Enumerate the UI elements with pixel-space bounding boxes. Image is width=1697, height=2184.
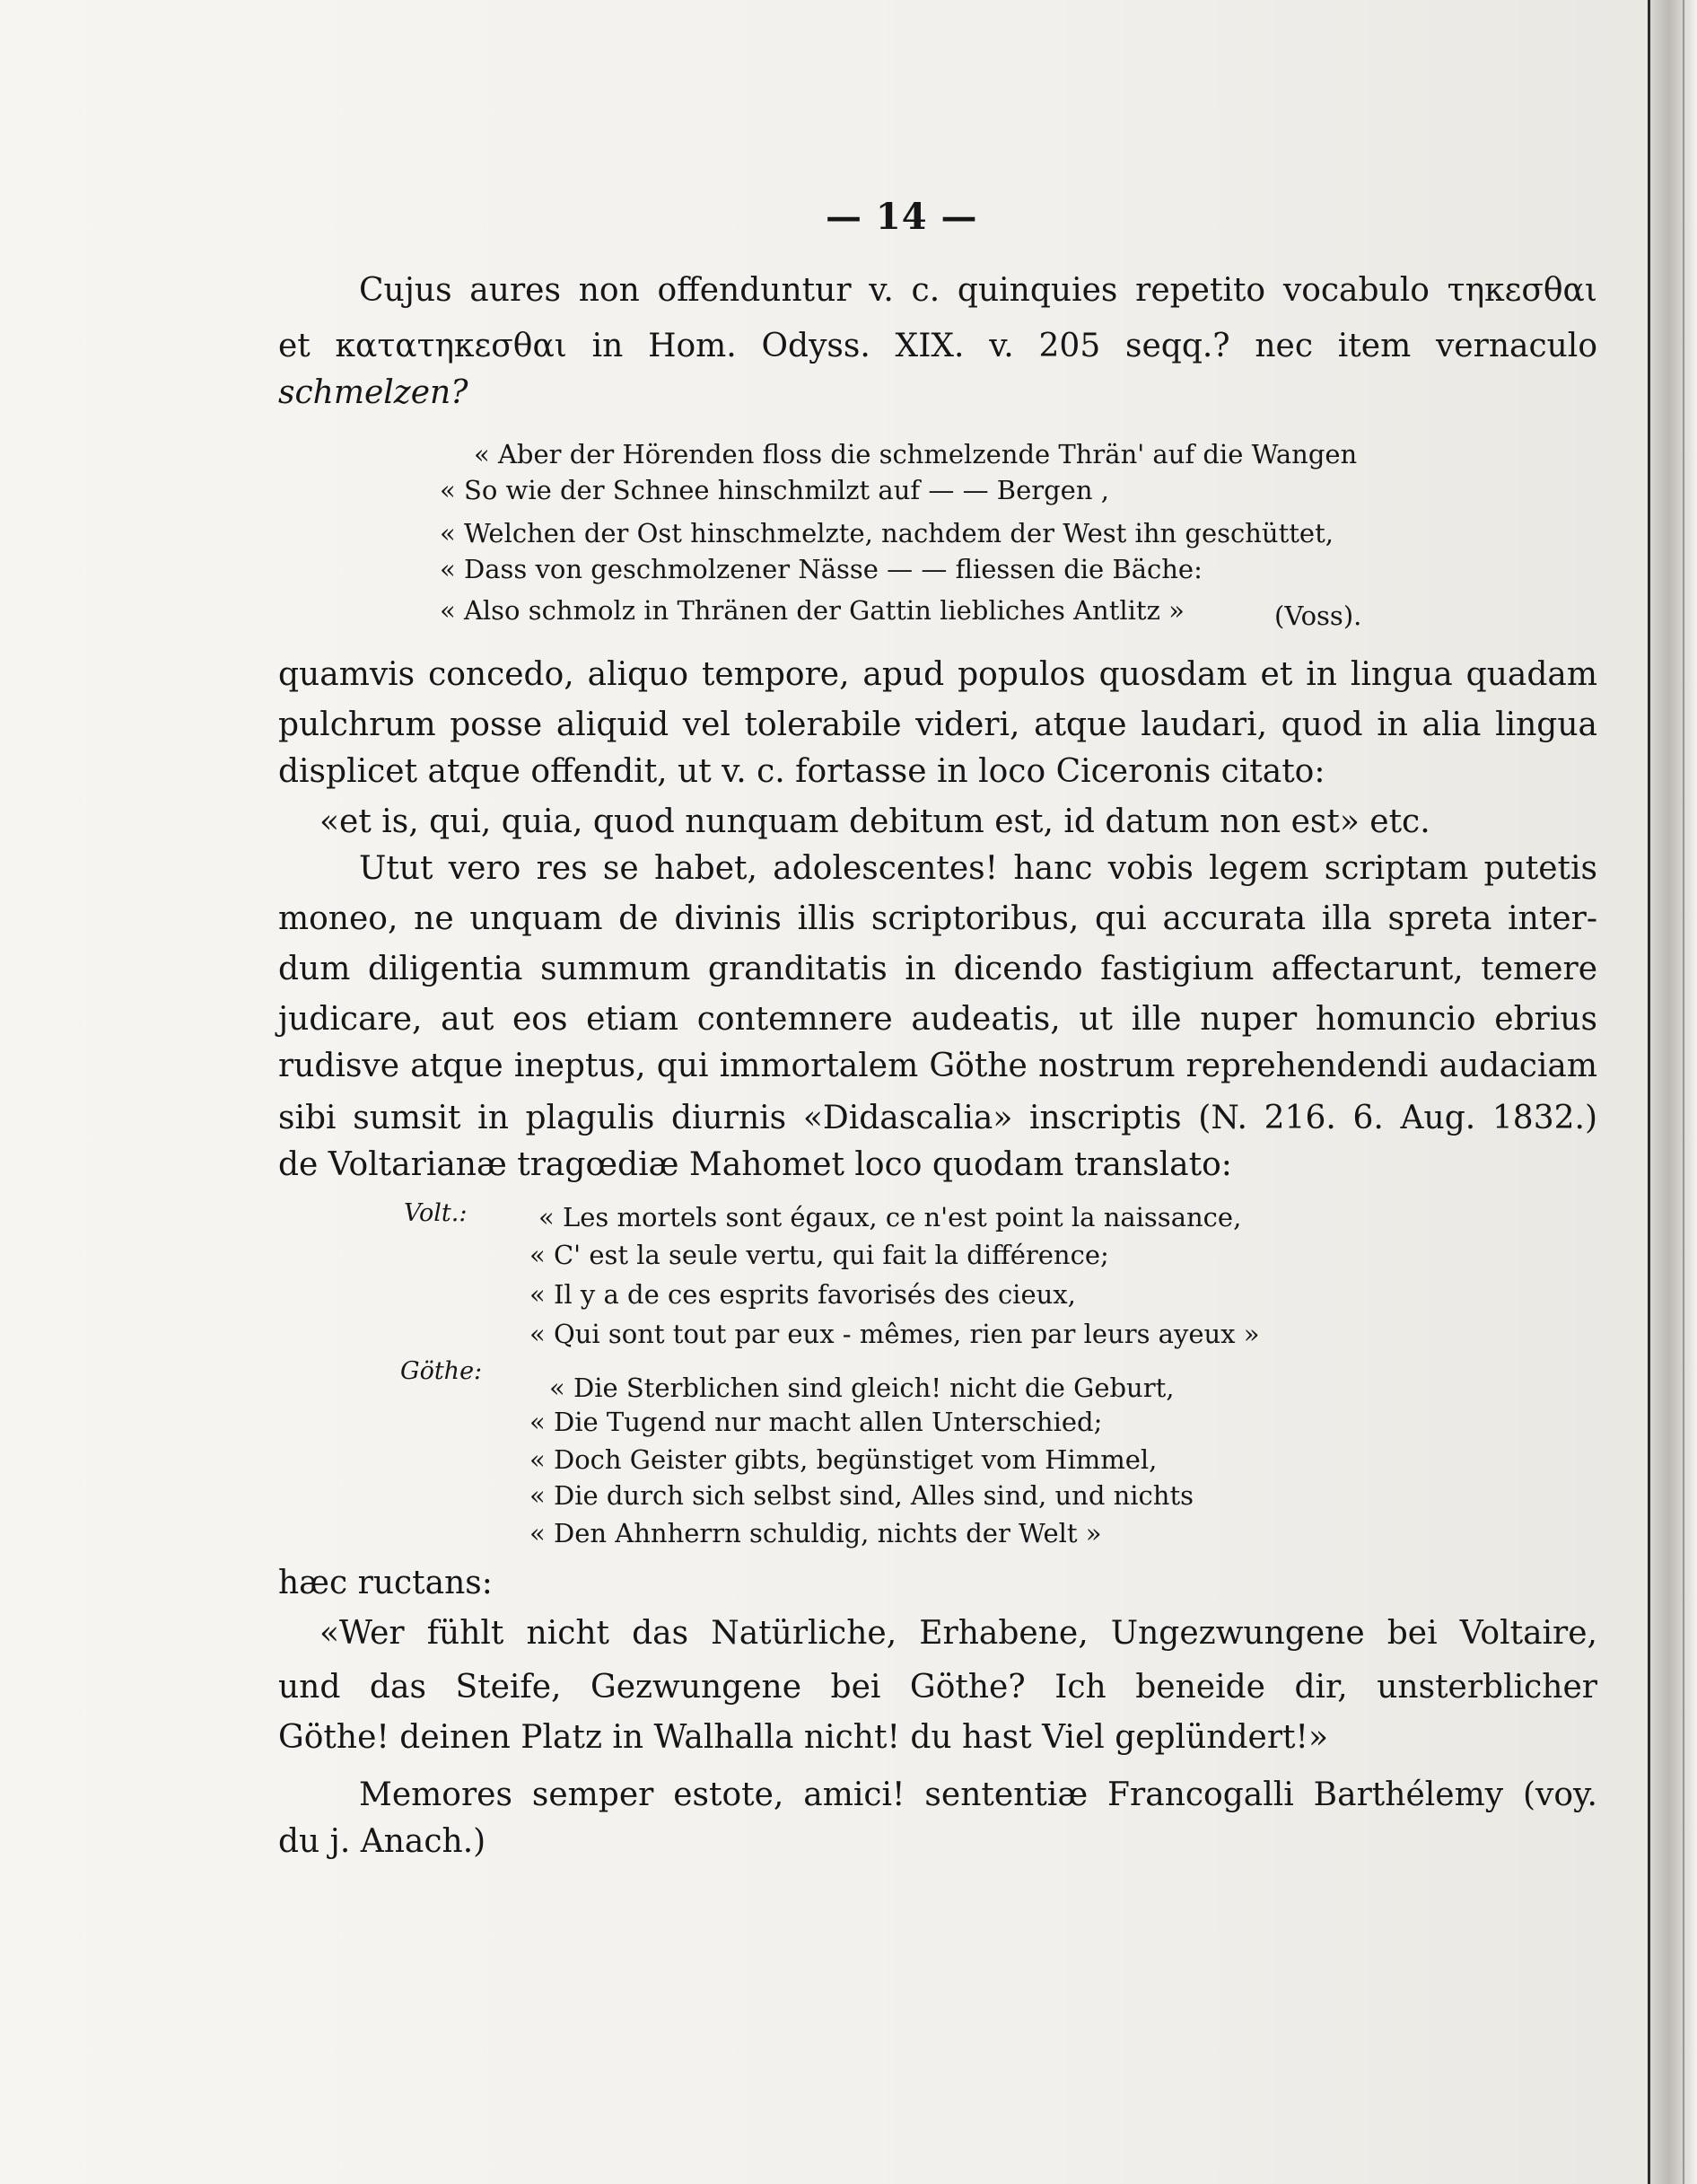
text-line: und das Steife, Gezwungene bei Göthe? Ich beneide dir, unsterblicher xyxy=(278,1669,1597,1706)
verse-line: « Les mortels sont égaux, ce n'est point la naissance, xyxy=(538,1202,1242,1232)
verse-line: « Aber der Hörenden floss die schmelzende Thrän' auf die Wangen xyxy=(474,439,1358,469)
verse-label-volt: Volt.: xyxy=(404,1199,468,1227)
text-line: «et is, qui, quia, quod nunquam debitum est, id datum non est» etc. xyxy=(319,803,1430,840)
verse-line: « Die durch sich selbst sind, Alles sind, und nichts xyxy=(529,1480,1194,1511)
page-edge-line xyxy=(1683,0,1684,2184)
text-line: Memores semper estote, amici! sententiæ Francogalli Barthélemy (voy. xyxy=(359,1776,1597,1813)
text-line: schmelzen? xyxy=(278,374,468,411)
text-line: displicet atque offendit, ut v. c. fortasse in loco Ciceronis citato: xyxy=(278,753,1325,790)
verse-line: « Qui sont tout par eux - mêmes, rien par leurs ayeux » xyxy=(529,1319,1260,1349)
verse-line: « Den Ahnherrn schuldig, nichts der Welt » xyxy=(529,1518,1102,1548)
text-line: Cujus aures non offenduntur v. c. quinquies repetito vocabulo τηκεσθαι xyxy=(359,272,1597,309)
text-line: sibi sumsit in plagulis diurnis «Didascalia» inscriptis (N. 216. 6. Aug. 1832.) xyxy=(278,1100,1597,1136)
verse-line: « Die Tugend nur macht allen Unterschied; xyxy=(529,1407,1103,1437)
text-line: «Wer fühlt nicht das Natürliche, Erhabene, Ungezwungene bei Voltaire, xyxy=(319,1615,1597,1652)
text-line: dum diligentia summum granditatis in dicendo fastigium affectarunt, temere xyxy=(278,951,1597,987)
verse-line: « Welchen der Ost hinschmelzte, nachdem der West ihn geschüttet, xyxy=(440,518,1334,548)
text-line: moneo, ne unquam de divinis illis scriptoribus, qui accurata illa spreta inter- xyxy=(278,900,1597,937)
verse-line: « Il y a de ces esprits favorisés des cieux, xyxy=(529,1279,1076,1310)
text-line: judicare, aut eos etiam contemnere audeatis, ut ille nuper homuncio ebrius xyxy=(278,1001,1597,1038)
text-line: Utut vero res se habet, adolescentes! hanc vobis legem scriptam putetis xyxy=(359,850,1597,887)
text-line: Göthe! deinen Platz in Walhalla nicht! du hast Viel geplündert!» xyxy=(278,1719,1328,1756)
verse-line: « Die Sterblichen sind gleich! nicht die Geburt, xyxy=(549,1373,1175,1403)
verse-label-gothe: Göthe: xyxy=(400,1357,483,1385)
page-number: — 14 — xyxy=(826,196,978,238)
verse-line: « Doch Geister gibts, begünstiget vom Himmel, xyxy=(529,1444,1158,1475)
text-line: pulchrum posse aliquid vel tolerabile videri, atque laudari, quod in alia lingua xyxy=(278,706,1597,743)
verse-attribution: (Voss). xyxy=(1274,601,1362,631)
verse-line: « So wie der Schnee hinschmilzt auf — — Bergen , xyxy=(440,475,1109,505)
text-line: et κατατηκεσθαι in Hom. Odyss. XIX. v. 205 seqq.? nec item vernaculo xyxy=(278,328,1597,364)
page-edge xyxy=(1648,0,1697,2184)
text-line: hæc ructans: xyxy=(278,1565,493,1601)
text-line: rudisve atque ineptus, qui immortalem Göthe nostrum reprehendendi audaciam xyxy=(278,1048,1597,1084)
text-line: quamvis concedo, aliquo tempore, apud populos quosdam et in lingua quadam xyxy=(278,656,1597,693)
text-line: du j. Anach.) xyxy=(278,1823,486,1860)
verse-line: « Dass von geschmolzener Nässe — — fliessen die Bäche: xyxy=(440,554,1203,584)
text-line: de Voltarianæ tragœdiæ Mahomet loco quodam translato: xyxy=(278,1146,1232,1183)
verse-line: « C' est la seule vertu, qui fait la différence; xyxy=(529,1240,1109,1270)
verse-line: « Also schmolz in Thränen der Gattin liebliches Antlitz » xyxy=(440,595,1185,626)
